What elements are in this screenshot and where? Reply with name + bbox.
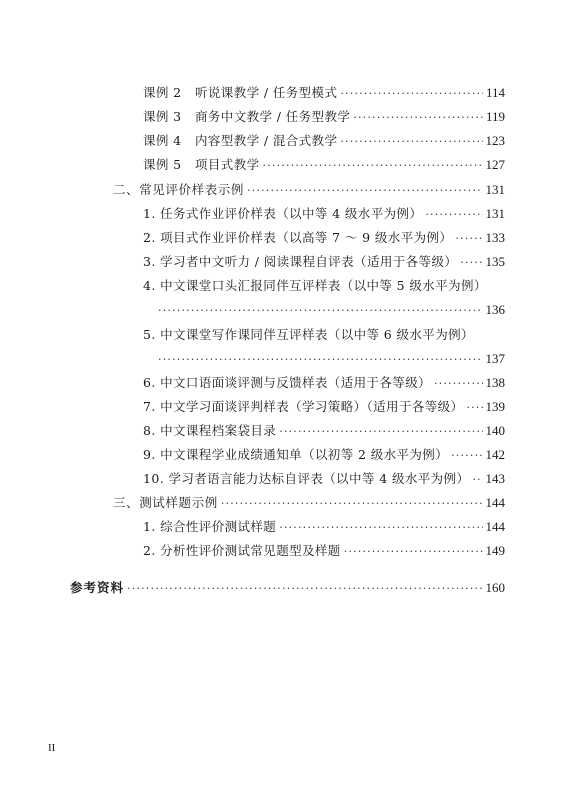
dot-leader — [451, 448, 482, 464]
page-number: 160 — [485, 580, 505, 595]
dot-leader — [158, 352, 483, 368]
section-title: 二、常见评价样表示例 — [113, 182, 245, 197]
toc-section-3 — [113, 495, 505, 512]
toc-entry — [143, 206, 505, 223]
dot-leader — [279, 520, 482, 536]
entry-title: 4. 中文课堂口头汇报同伴互评样表（以中等 5 级水平为例） — [143, 278, 487, 293]
page-number: 131 — [485, 182, 505, 197]
dot-leader — [247, 183, 482, 199]
page-number: 136 — [485, 302, 505, 317]
toc-entry — [143, 399, 505, 416]
page-number: 137 — [485, 351, 505, 366]
toc-entry-lesson-2 — [143, 85, 505, 102]
toc-section-2 — [113, 182, 505, 199]
toc-entry — [143, 447, 505, 464]
toc-entry — [143, 375, 505, 392]
dot-leader — [158, 303, 483, 319]
dot-leader — [263, 158, 483, 174]
dot-leader — [127, 581, 482, 597]
page-number: 123 — [485, 133, 505, 148]
page-number: 144 — [485, 495, 505, 510]
toc-entry-title-line — [143, 278, 505, 294]
entry-title: 5. 中文课堂写作课同伴互评样表（以中等 6 级水平为例） — [143, 327, 474, 342]
toc-entry — [143, 254, 505, 271]
references-title: 参考资料 — [70, 580, 125, 595]
entry-title: 1. 任务式作业评价样表（以中等 4 级水平为例） — [143, 206, 423, 221]
page-number: 127 — [485, 157, 505, 172]
page-number: 138 — [485, 375, 505, 390]
toc-entry — [143, 230, 505, 247]
page-number: 149 — [485, 543, 505, 558]
page-number: 119 — [485, 109, 505, 124]
entry-title: 9. 中文课程学业成绩通知单（以初等 2 级水平为例） — [143, 447, 449, 462]
dot-leader — [472, 472, 482, 488]
dot-leader — [460, 255, 482, 271]
toc-entry-lesson-5 — [143, 157, 505, 174]
page-number: 142 — [485, 447, 505, 462]
page-number: 144 — [485, 519, 505, 534]
entry-title: 1. 综合性评价测试样题 — [143, 519, 277, 534]
entry-title: 课例 5 项目式教学 — [143, 157, 260, 172]
entry-title: 2. 分析性评价测试常见题型及样题 — [143, 543, 341, 558]
toc-entry — [143, 543, 505, 560]
entry-title: 3. 学习者中文听力 / 阅读课程自评表（适用于各等级） — [143, 254, 458, 269]
toc-entry — [143, 471, 505, 488]
page-number: 143 — [485, 471, 505, 486]
page-number: 114 — [485, 85, 505, 100]
dot-leader — [340, 86, 483, 102]
toc-entry — [143, 519, 505, 536]
entry-title: 6. 中文口语面谈评测与反馈样表（适用于各等级） — [143, 375, 432, 390]
dot-leader — [434, 376, 482, 392]
entry-title: 课例 2 听说课教学 / 任务型模式 — [143, 85, 338, 100]
entry-title: 课例 4 内容型教学 / 混合式教学 — [143, 133, 338, 148]
dot-leader — [353, 110, 483, 126]
toc-references — [70, 580, 505, 597]
toc-entry-title-line — [143, 327, 505, 343]
toc-entry-leader-line — [158, 351, 505, 368]
toc-entry — [143, 423, 505, 440]
page-number: 140 — [485, 423, 505, 438]
dot-leader — [425, 207, 482, 223]
dot-leader — [221, 496, 483, 512]
dot-leader — [340, 134, 482, 150]
section-title: 三、测试样题示例 — [113, 495, 218, 510]
entry-title: 10. 学习者语言能力达标自评表（以中等 4 级水平为例） — [143, 471, 470, 486]
dot-leader — [466, 400, 482, 416]
entry-title: 7. 中文学习面谈评判样表（学习策略）（适用于各等级） — [143, 399, 464, 414]
dot-leader — [344, 544, 483, 560]
entry-title: 8. 中文课程档案袋目录 — [143, 423, 277, 438]
toc-entry-leader-line — [158, 302, 505, 319]
toc-entry-lesson-4 — [143, 133, 505, 150]
dot-leader — [455, 231, 482, 247]
page-number: 133 — [485, 230, 505, 245]
page-number: 131 — [485, 206, 505, 221]
page-number: 139 — [485, 399, 505, 414]
entry-title: 课例 3 商务中文教学 / 任务型教学 — [143, 109, 351, 124]
dot-leader — [279, 424, 482, 440]
page-footer-number: II — [48, 742, 56, 754]
page-number: 135 — [485, 254, 505, 269]
toc-entry-lesson-3 — [143, 109, 505, 126]
entry-title: 2. 项目式作业评价样表（以高等 7 ～ 9 级水平为例） — [143, 230, 453, 245]
